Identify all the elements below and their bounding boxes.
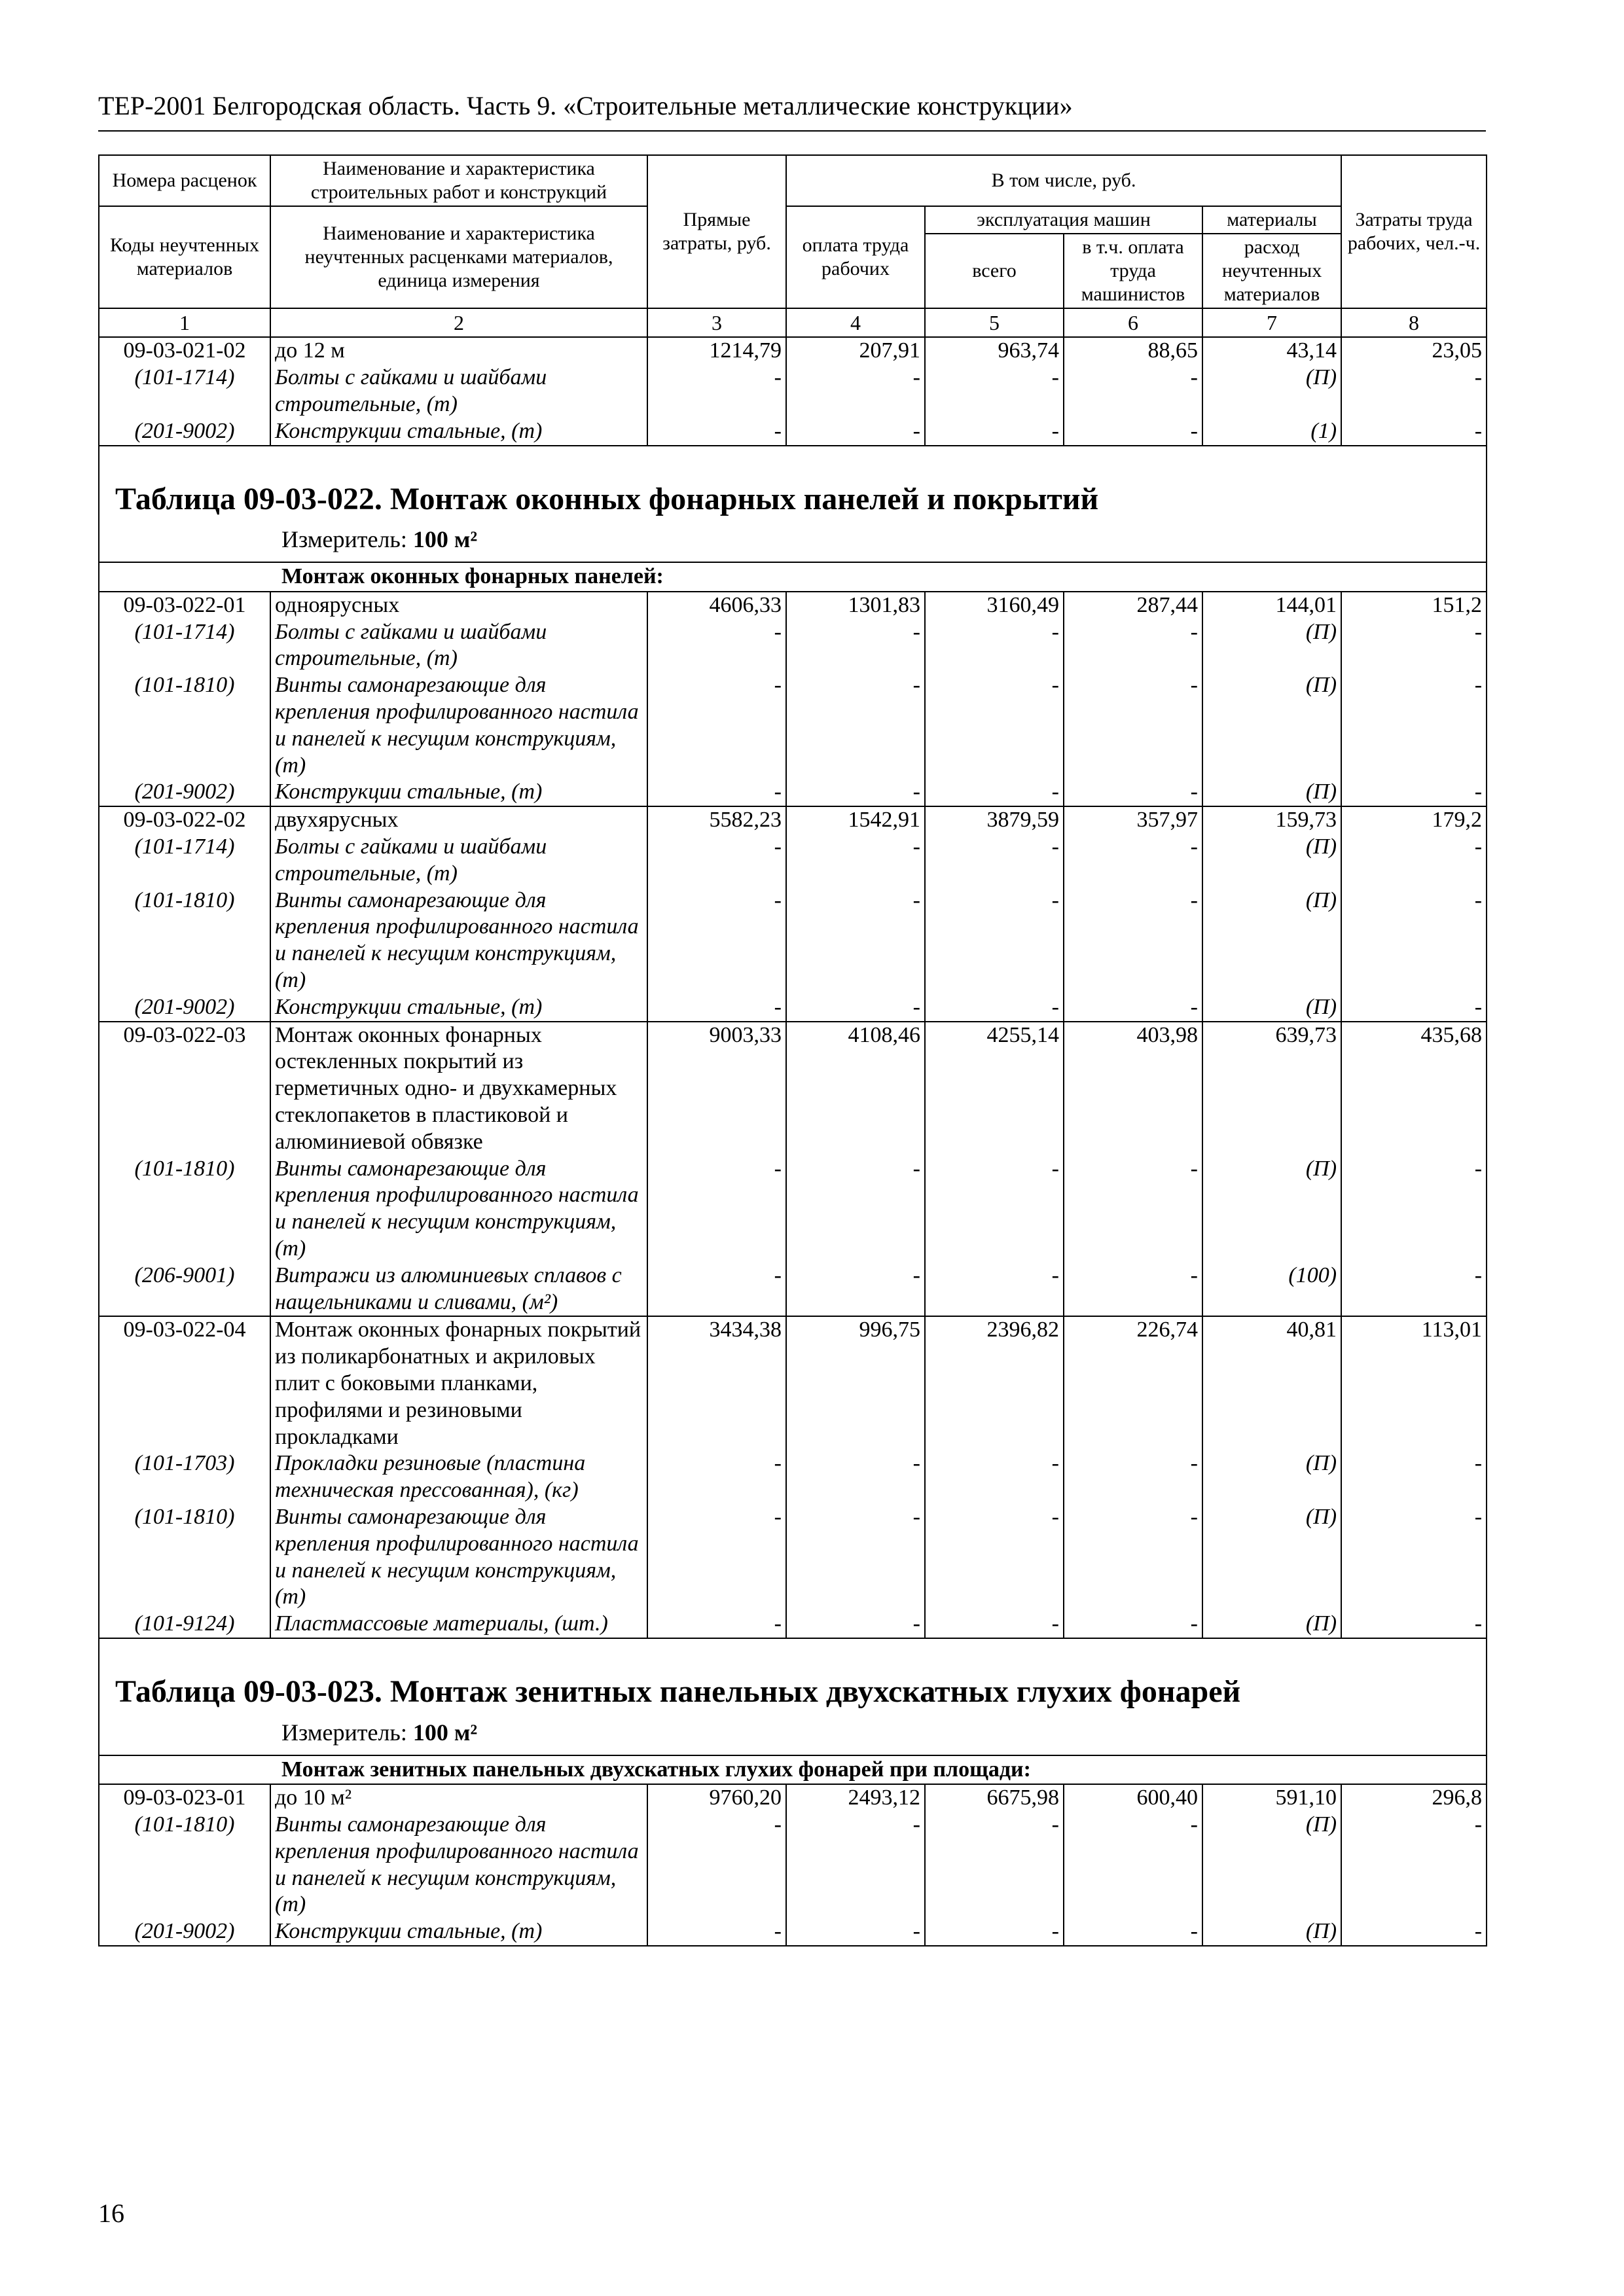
material-code: (101-1810) xyxy=(99,1504,270,1611)
col-number: 7 xyxy=(1202,308,1341,337)
machinist-pay-value: - xyxy=(1064,619,1202,673)
col-material-name: Наименование и характеристика неучтенных расценками материалов, единица измерения xyxy=(270,206,647,308)
material-name: Конструкции стальные, (т) xyxy=(270,779,647,806)
machinist-pay-value: - xyxy=(1064,1450,1202,1504)
material-name: Болты с гайками и шайбами строительные, (т) xyxy=(270,619,647,673)
machines-value: - xyxy=(925,1918,1064,1946)
rate-code: 09-03-022-04 xyxy=(99,1316,270,1450)
machinist-pay-value: - xyxy=(1064,418,1202,446)
material-code: (101-1810) xyxy=(99,1812,270,1918)
measure-value: 100 м² xyxy=(412,526,478,553)
machinist-pay-value: - xyxy=(1064,994,1202,1022)
material-consumption-value xyxy=(1202,365,1341,418)
rate-name: до 10 м² xyxy=(270,1784,647,1812)
rate-name: Монтаж оконных фонарных покрытий из поликарбонатных и акриловых плит с боковыми планками, профилями и резиновыми прокладками xyxy=(270,1316,647,1450)
machinist-pay-value: - xyxy=(1064,779,1202,806)
material-row xyxy=(99,834,1487,888)
direct-costs-value: 9003,33 xyxy=(647,1022,786,1156)
materials-value: 159,73 xyxy=(1202,806,1341,834)
material-consumption-text: (П) xyxy=(1305,834,1337,859)
col-materials: материалы xyxy=(1202,206,1341,234)
machinist-pay-value: - xyxy=(1064,888,1202,994)
machinist-pay-value: - xyxy=(1064,1263,1202,1317)
labor-pay-value: - xyxy=(786,994,925,1022)
labor-costs-value: - xyxy=(1341,1156,1487,1263)
measure-label: Измеритель: xyxy=(281,526,407,553)
measure-label: Измеритель: xyxy=(281,1719,407,1746)
direct-costs-value: - xyxy=(647,1263,786,1317)
rate-row xyxy=(99,592,1487,619)
labor-costs-value: - xyxy=(1341,1504,1487,1611)
material-row xyxy=(99,1450,1487,1504)
machines-value: - xyxy=(925,779,1064,806)
material-name: Винты самонарезающие для крепления профилированного настила и панелей к несущим конструкциям, (т) xyxy=(270,1504,647,1611)
col-labor-pay: оплата труда рабочих xyxy=(786,206,925,308)
rate-name: одноярусных xyxy=(270,592,647,619)
material-consumption-value xyxy=(1202,779,1341,806)
machinist-pay-value: - xyxy=(1064,1812,1202,1918)
machinist-pay-value: 403,98 xyxy=(1064,1022,1202,1156)
labor-pay-value: - xyxy=(786,672,925,779)
machinist-pay-value: - xyxy=(1064,1918,1202,1946)
labor-pay-value: - xyxy=(786,779,925,806)
material-consumption-text: (1) xyxy=(1310,418,1337,443)
section-heading: Монтаж оконных фонарных панелей: xyxy=(99,562,1487,592)
material-code: (201-9002) xyxy=(99,418,270,446)
direct-costs-value: - xyxy=(647,1611,786,1638)
col-number: 3 xyxy=(647,308,786,337)
labor-costs-value: - xyxy=(1341,994,1487,1022)
direct-costs-value: - xyxy=(647,779,786,806)
labor-costs-value: 151,2 xyxy=(1341,592,1487,619)
material-row xyxy=(99,1504,1487,1611)
machinist-pay-value: - xyxy=(1064,1504,1202,1611)
material-name: Конструкции стальные, (т) xyxy=(270,994,647,1022)
machines-value: - xyxy=(925,834,1064,888)
rate-name: двухярусных xyxy=(270,806,647,834)
section-row xyxy=(99,562,1487,592)
labor-pay-value: 4108,46 xyxy=(786,1022,925,1156)
machinist-pay-value: 287,44 xyxy=(1064,592,1202,619)
direct-costs-value: 3434,38 xyxy=(647,1316,786,1450)
col-material-codes: Коды неучтенных материалов xyxy=(99,206,270,308)
direct-costs-value: 5582,23 xyxy=(647,806,786,834)
machines-value: - xyxy=(925,672,1064,779)
machines-value: 2396,82 xyxy=(925,1316,1064,1450)
labor-costs-value: 435,68 xyxy=(1341,1022,1487,1156)
labor-costs-value: - xyxy=(1341,1263,1487,1317)
direct-costs-value: - xyxy=(647,365,786,418)
material-name: Конструкции стальные, (т) xyxy=(270,1918,647,1946)
labor-pay-value: - xyxy=(786,619,925,673)
col-number: 5 xyxy=(925,308,1064,337)
machines-value: - xyxy=(925,1611,1064,1638)
labor-costs-value: - xyxy=(1341,1611,1487,1638)
rate-row xyxy=(99,1022,1487,1156)
labor-pay-value: - xyxy=(786,1611,925,1638)
rate-name: до 12 м xyxy=(270,337,647,365)
material-row xyxy=(99,365,1487,418)
direct-costs-value: 4606,33 xyxy=(647,592,786,619)
labor-pay-value: - xyxy=(786,1263,925,1317)
material-name: Болты с гайками и шайбами строительные, (т) xyxy=(270,834,647,888)
material-consumption-text: (П) xyxy=(1305,994,1337,1019)
col-number: 2 xyxy=(270,308,647,337)
direct-costs-value: - xyxy=(647,994,786,1022)
material-consumption-value xyxy=(1202,1611,1341,1638)
col-direct-costs: Прямые затраты, руб. xyxy=(647,155,786,308)
material-code: (101-1714) xyxy=(99,365,270,418)
material-consumption-text: (100) xyxy=(1288,1263,1337,1287)
labor-costs-value: - xyxy=(1341,888,1487,994)
material-code: (101-1714) xyxy=(99,619,270,673)
material-consumption-value xyxy=(1202,1263,1341,1317)
table-title-cell xyxy=(99,446,1487,563)
labor-pay-value: - xyxy=(786,1504,925,1611)
labor-costs-value: 113,01 xyxy=(1341,1316,1487,1450)
material-consumption-value xyxy=(1202,1812,1341,1918)
labor-pay-value: - xyxy=(786,365,925,418)
machinist-pay-value: 226,74 xyxy=(1064,1316,1202,1450)
machines-value: - xyxy=(925,619,1064,673)
direct-costs-value: - xyxy=(647,672,786,779)
direct-costs-value: - xyxy=(647,619,786,673)
material-consumption-text: (П) xyxy=(1305,619,1337,644)
labor-costs-value: - xyxy=(1341,1812,1487,1918)
machines-value: - xyxy=(925,1812,1064,1918)
rate-code: 09-03-022-03 xyxy=(99,1022,270,1156)
material-consumption-text: (П) xyxy=(1305,1812,1337,1837)
material-consumption-text: (П) xyxy=(1305,1156,1337,1181)
material-row xyxy=(99,1156,1487,1263)
labor-costs-value: - xyxy=(1341,418,1487,446)
machinist-pay-value: - xyxy=(1064,672,1202,779)
machines-value: 963,74 xyxy=(925,337,1064,365)
rate-row xyxy=(99,806,1487,834)
table-title-row xyxy=(99,446,1487,563)
material-consumption-value xyxy=(1202,1156,1341,1263)
table-title-row xyxy=(99,1638,1487,1755)
machines-value: 3160,49 xyxy=(925,592,1064,619)
rate-name: Монтаж оконных фонарных остекленных покрытий из герметичных одно- и двухкамерных стеклопакетов в пластиковой и алюминиевой обвязке xyxy=(270,1022,647,1156)
material-name: Болты с гайками и шайбами строительные, (т) xyxy=(270,365,647,418)
col-number: 1 xyxy=(99,308,270,337)
col-number: 4 xyxy=(786,308,925,337)
machines-value: - xyxy=(925,994,1064,1022)
labor-pay-value: 1542,91 xyxy=(786,806,925,834)
machines-value: 6675,98 xyxy=(925,1784,1064,1812)
material-name: Пластмассовые материалы, (шт.) xyxy=(270,1611,647,1638)
col-including: В том числе, руб. xyxy=(786,155,1341,206)
material-code: (101-9124) xyxy=(99,1611,270,1638)
machinist-pay-value: - xyxy=(1064,834,1202,888)
material-consumption-text: (П) xyxy=(1305,1611,1337,1636)
material-name: Прокладки резиновые (пластина техническая прессованная), (кг) xyxy=(270,1450,647,1504)
labor-costs-value: - xyxy=(1341,779,1487,806)
material-code: (201-9002) xyxy=(99,1918,270,1946)
machines-value: - xyxy=(925,1263,1064,1317)
material-row xyxy=(99,619,1487,673)
measure-value: 100 м² xyxy=(412,1719,478,1746)
table-title: Таблица 09-03-023. Монтаж зенитных панельных двухскатных глухих фонарей xyxy=(115,1674,1241,1709)
machines-value: - xyxy=(925,1504,1064,1611)
labor-costs-value: - xyxy=(1341,1918,1487,1946)
machinist-pay-value: - xyxy=(1064,1611,1202,1638)
page-number: 16 xyxy=(98,2198,124,2228)
material-consumption-value xyxy=(1202,1918,1341,1946)
material-name: Винты самонарезающие для крепления профилированного настила и панелей к несущим конструкциям, (т) xyxy=(270,1812,647,1918)
material-consumption-value xyxy=(1202,1450,1341,1504)
material-consumption-text: (П) xyxy=(1305,1451,1337,1476)
direct-costs-value: - xyxy=(647,1450,786,1504)
rate-code: 09-03-021-02 xyxy=(99,337,270,365)
direct-costs-value: - xyxy=(647,1812,786,1918)
material-consumption-text: (П) xyxy=(1305,888,1337,912)
machines-value: - xyxy=(925,1156,1064,1263)
labor-costs-value: 23,05 xyxy=(1341,337,1487,365)
material-consumption-value xyxy=(1202,1504,1341,1611)
material-row xyxy=(99,672,1487,779)
col-machinist-pay: в т.ч. оплата труда машинистов xyxy=(1064,234,1202,308)
material-name: Витражи из алюминиевых сплавов с нащельниками и сливами, (м²) xyxy=(270,1263,647,1317)
material-name: Конструкции стальные, (т) xyxy=(270,418,647,446)
labor-costs-value: - xyxy=(1341,672,1487,779)
header-divider xyxy=(98,130,1486,132)
labor-pay-value: - xyxy=(786,1450,925,1504)
material-row xyxy=(99,1812,1487,1918)
rate-row xyxy=(99,337,1487,365)
material-code: (101-1714) xyxy=(99,834,270,888)
section-heading: Монтаж зенитных панельных двухскатных глухих фонарей при площади: xyxy=(99,1755,1487,1785)
machines-value: 3879,59 xyxy=(925,806,1064,834)
materials-value: 43,14 xyxy=(1202,337,1341,365)
table-title-cell xyxy=(99,1638,1487,1755)
rate-code: 09-03-023-01 xyxy=(99,1784,270,1812)
direct-costs-value: - xyxy=(647,888,786,994)
labor-costs-value: - xyxy=(1341,1450,1487,1504)
labor-costs-value: 179,2 xyxy=(1341,806,1487,834)
direct-costs-value: - xyxy=(647,1504,786,1611)
materials-value: 40,81 xyxy=(1202,1316,1341,1450)
rate-row xyxy=(99,1316,1487,1450)
col-rate-number: Номера расценок xyxy=(99,155,270,206)
material-row xyxy=(99,418,1487,446)
col-number: 6 xyxy=(1064,308,1202,337)
material-consumption-text: (П) xyxy=(1305,365,1337,390)
material-consumption-text: (П) xyxy=(1305,780,1337,804)
measure-line xyxy=(99,1711,1486,1755)
materials-value: 639,73 xyxy=(1202,1022,1341,1156)
material-name: Винты самонарезающие для крепления профилированного настила и панелей к несущим конструкциям, (т) xyxy=(270,672,647,779)
material-code: (206-9001) xyxy=(99,1263,270,1317)
direct-costs-value: 1214,79 xyxy=(647,337,786,365)
labor-costs-value: 296,8 xyxy=(1341,1784,1487,1812)
machines-value: - xyxy=(925,418,1064,446)
direct-costs-value: - xyxy=(647,834,786,888)
measure-line xyxy=(99,518,1486,562)
labor-pay-value: 207,91 xyxy=(786,337,925,365)
labor-costs-value: - xyxy=(1341,619,1487,673)
materials-value: 144,01 xyxy=(1202,592,1341,619)
material-row xyxy=(99,1611,1487,1638)
material-consumption-text: (П) xyxy=(1305,1504,1337,1529)
material-consumption-value xyxy=(1202,834,1341,888)
labor-costs-value: - xyxy=(1341,834,1487,888)
machines-value: - xyxy=(925,888,1064,994)
material-code: (101-1810) xyxy=(99,672,270,779)
material-code: (101-1810) xyxy=(99,888,270,994)
col-machine-total: всего xyxy=(925,234,1064,308)
labor-pay-value: 2493,12 xyxy=(786,1784,925,1812)
machinist-pay-value: 600,40 xyxy=(1064,1784,1202,1812)
material-row xyxy=(99,779,1487,806)
material-code: (201-9002) xyxy=(99,779,270,806)
col-machine-operation: эксплуатация машин xyxy=(925,206,1202,234)
material-consumption-value xyxy=(1202,418,1341,446)
machines-value: - xyxy=(925,1450,1064,1504)
labor-pay-value: - xyxy=(786,1156,925,1263)
material-consumption-value xyxy=(1202,619,1341,673)
section-row xyxy=(99,1755,1487,1785)
material-consumption-value xyxy=(1202,888,1341,994)
rate-code: 09-03-022-02 xyxy=(99,806,270,834)
material-row xyxy=(99,994,1487,1022)
labor-pay-value: 996,75 xyxy=(786,1316,925,1450)
material-code: (201-9002) xyxy=(99,994,270,1022)
material-row xyxy=(99,888,1487,994)
direct-costs-value: 9760,20 xyxy=(647,1784,786,1812)
material-code: (101-1810) xyxy=(99,1156,270,1263)
col-work-name: Наименование и характеристика строительных работ и конструкций xyxy=(270,155,647,206)
machinist-pay-value: - xyxy=(1064,1156,1202,1263)
labor-pay-value: - xyxy=(786,834,925,888)
col-labor-costs: Затраты труда рабочих, чел.-ч. xyxy=(1341,155,1487,308)
machines-value: 4255,14 xyxy=(925,1022,1064,1156)
machines-value: - xyxy=(925,365,1064,418)
machinist-pay-value: 88,65 xyxy=(1064,337,1202,365)
rate-code: 09-03-022-01 xyxy=(99,592,270,619)
direct-costs-value: - xyxy=(647,1156,786,1263)
direct-costs-value: - xyxy=(647,418,786,446)
labor-pay-value: - xyxy=(786,1812,925,1918)
direct-costs-value: - xyxy=(647,1918,786,1946)
rates-table xyxy=(98,154,1487,1946)
machinist-pay-value: 357,97 xyxy=(1064,806,1202,834)
col-number: 8 xyxy=(1341,308,1487,337)
labor-pay-value: 1301,83 xyxy=(786,592,925,619)
material-row xyxy=(99,1918,1487,1946)
material-consumption-value xyxy=(1202,672,1341,779)
col-material-consumption: расход неучтенных материалов xyxy=(1202,234,1341,308)
labor-costs-value: - xyxy=(1341,365,1487,418)
material-row xyxy=(99,1263,1487,1317)
rate-row xyxy=(99,1784,1487,1812)
labor-pay-value: - xyxy=(786,418,925,446)
material-consumption-text: (П) xyxy=(1305,1919,1337,1944)
labor-pay-value: - xyxy=(786,888,925,994)
table-title: Таблица 09-03-022. Монтаж оконных фонарных панелей и покрытий xyxy=(115,481,1099,516)
material-consumption-text: (П) xyxy=(1305,673,1337,698)
material-consumption-value xyxy=(1202,994,1341,1022)
page-header: ТЕР-2001 Белгородская область. Часть 9. «Строительные металлические конструкции» xyxy=(98,91,1073,120)
material-name: Винты самонарезающие для крепления профилированного настила и панелей к несущим конструкциям, (т) xyxy=(270,888,647,994)
materials-value: 591,10 xyxy=(1202,1784,1341,1812)
labor-pay-value: - xyxy=(786,1918,925,1946)
machinist-pay-value: - xyxy=(1064,365,1202,418)
material-name: Винты самонарезающие для крепления профилированного настила и панелей к несущим конструкциям, (т) xyxy=(270,1156,647,1263)
material-code: (101-1703) xyxy=(99,1450,270,1504)
